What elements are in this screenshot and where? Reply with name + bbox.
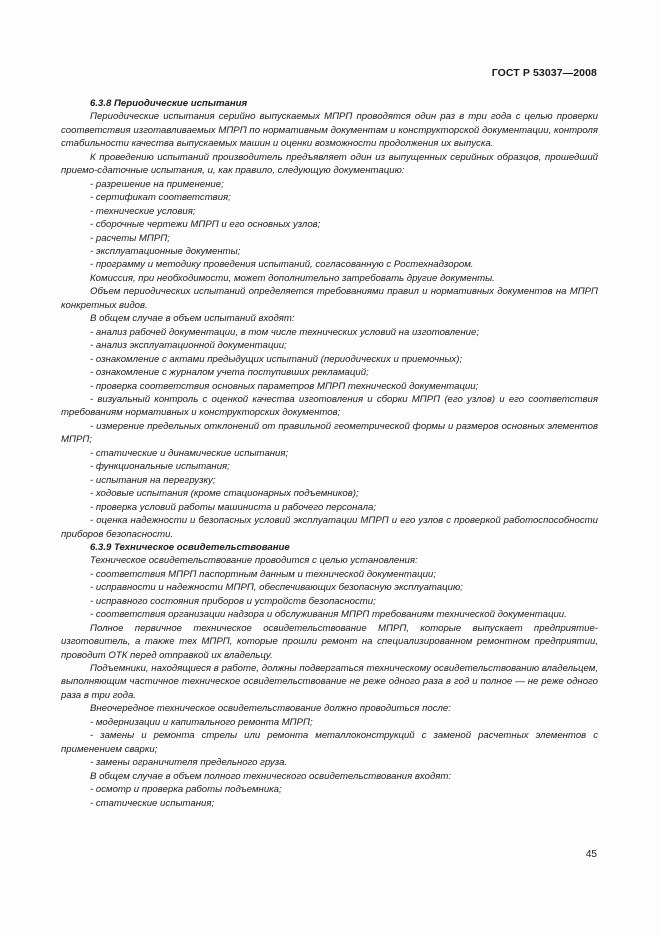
list-item: - сборочные чертежи МПРП и его основных узлов;	[90, 219, 321, 231]
list-item: - замены и ремонта стрелы или ремонта металлоконструкций с заменой расчетных элементов с применением сварки;	[61, 730, 598, 755]
list-item: - расчеты МПРП;	[90, 232, 170, 244]
list-item: - статические испытания;	[90, 797, 215, 809]
list-item: - программу и методику проведения испытаний, согласованную с Ростехнадзором.	[90, 259, 474, 271]
list-item: - анализ рабочей документации, в том числе технических условий на изготовление;	[90, 326, 479, 338]
list-item: - статические и динамические испытания;	[90, 447, 289, 459]
list-item: - соответствия МПРП паспортным данным и технической документации;	[90, 568, 436, 580]
section-heading: 6.3.9 Техническое освидетельствование	[90, 541, 290, 553]
page-number: 45	[585, 849, 597, 860]
paragraph: Объем периодических испытаний определяется требованиями правил и нормативных документов на МПРП конкретных видов.	[61, 286, 598, 311]
list-item: - ознакомление с журналом учета поступивших рекламаций;	[90, 367, 369, 379]
list-item: - исправности и надежности МПРП, обеспечивающих безопасную эксплуатацию;	[90, 582, 463, 594]
paragraph: В общем случае в объем испытаний входят:	[90, 313, 295, 325]
list-item: - разрешение на применение;	[90, 178, 224, 190]
list-item: - визуальный контроль с оценкой качества изготовления и сборки МПРП (его узлов) и его соответствия требованиям нормативных и конструкторских документов;	[61, 393, 598, 419]
list-item: - проверка условий работы машиниста и рабочего персонала;	[90, 501, 377, 513]
list-item: - технические условия;	[90, 205, 196, 217]
paragraph: Внеочередное техническое освидетельствование должно проводиться после:	[90, 703, 451, 715]
paragraph: Подъемники, находящиеся в работе, должны подвергаться техническому освидетельствованию владельцем, выполняющим частичное техническое освидетельствование не реже одного раза в год и полное — не реже одного раза в три года.	[61, 663, 598, 701]
paragraph: К проведению испытаний производитель предъявляет один из выпущенных серийных образцов, прошедший приемо-сдаточные испытания, и, как правило, следующую документацию:	[61, 151, 598, 177]
list-item: - замены ограничителя предельного груза.	[90, 757, 288, 769]
list-item: - проверка соответствия основных параметров МПРП технической документации;	[90, 380, 479, 392]
list-item: - ознакомление с актами предыдущих испытаний (периодических и приемочных);	[90, 353, 463, 365]
paragraph: Комиссия, при необходимости, может дополнительно затребовать другие документы.	[90, 272, 495, 284]
list-item: - оценка надежности и безопасных условий эксплуатации МПРП и его узлов с проверкой работоспособности приборов безопасности.	[61, 515, 598, 540]
paragraph: Периодические испытания серийно выпускаемых МПРП проводятся один раз в три года с целью проверки соответствия изготавливаемых МПРП по нормативным документам и конструкторской документации, контроля стабильности качества выпускаемых машин и оценки возможности продолжения их выпуска.	[61, 111, 598, 150]
paragraph: Техническое освидетельствование проводится с целью установления:	[90, 555, 418, 567]
standard-designation: ГОСТ Р 53037—2008	[491, 67, 597, 79]
list-item: - ходовые испытания (кроме стационарных подъемников);	[90, 488, 359, 500]
section-heading: 6.3.8 Периодические испытания	[90, 98, 248, 109]
list-item: - испытания на перегрузку;	[90, 474, 216, 486]
list-item: - функциональные испытания;	[90, 461, 230, 473]
list-item: - сертификат соответствия;	[90, 192, 231, 204]
list-item: - осмотр и проверка работы подъемника;	[90, 784, 282, 796]
list-item: - соответствия организации надзора и обслуживания МПРП требованиям технической документации.	[90, 609, 567, 621]
list-item: - анализ эксплуатационной документации;	[90, 340, 287, 352]
document-body	[61, 97, 598, 810]
list-item: - измерение предельных отклонений от правильной геометрической формы и размеров основных элементов МПРП;	[61, 420, 598, 446]
list-item: - модернизации и капитального ремонта МПРП;	[90, 716, 313, 728]
paragraph: Полное первичное техническое освидетельствование МПРП, которые выпускает предприятие-изготовитель, а также тех МПРП, которые прошли ремонт на специализированном ремонтном предприятии, проводит ОТК перед отправкой их владельцу.	[61, 622, 598, 661]
list-item: - исправного состояния приборов и устройств безопасности;	[90, 595, 376, 607]
list-item: - эксплуатационные документы;	[90, 245, 241, 257]
paragraph: В общем случае в объем полного технического освидетельствования входят:	[90, 770, 452, 782]
